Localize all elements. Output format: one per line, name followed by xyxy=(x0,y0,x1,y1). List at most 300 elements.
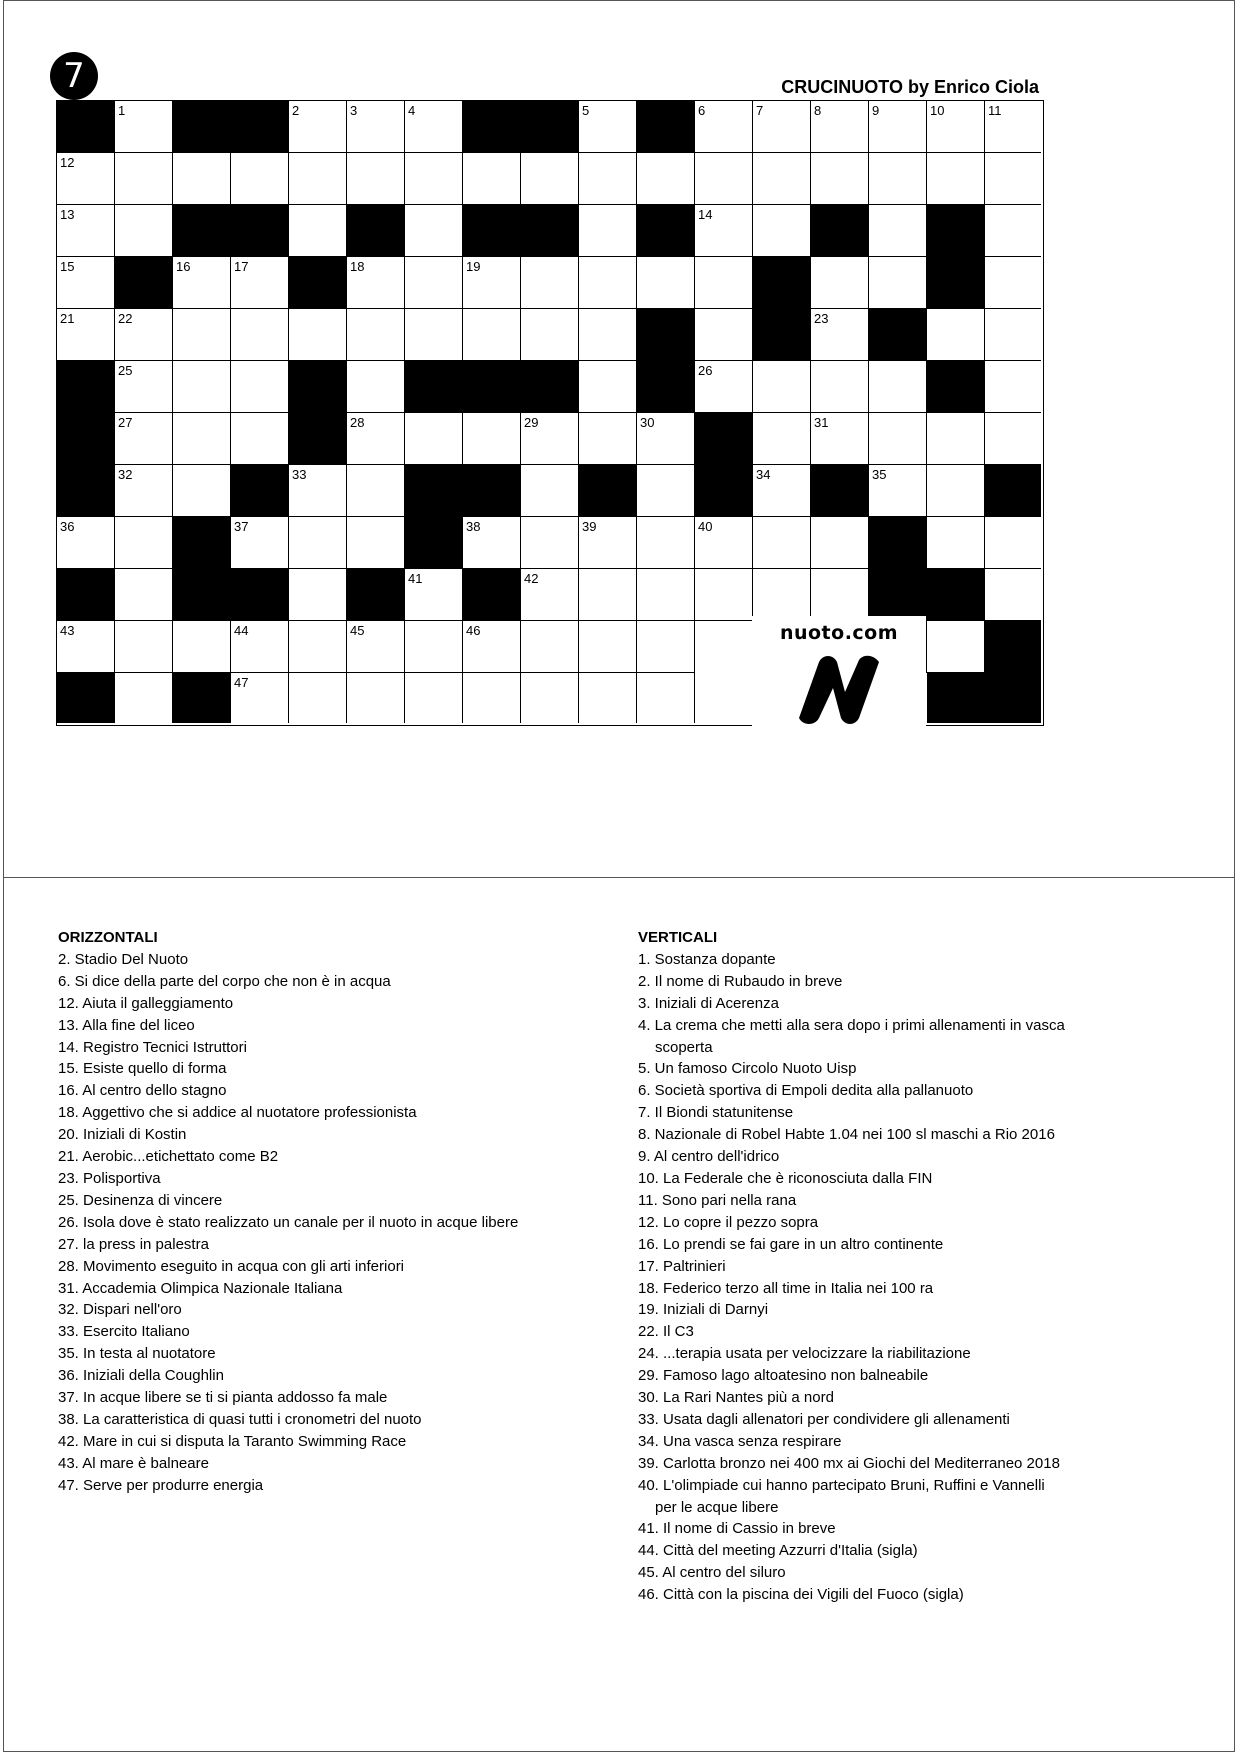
grid-cell[interactable] xyxy=(579,205,637,257)
grid-cell[interactable] xyxy=(985,413,1041,465)
clue-text: 15. Esiste quello di forma xyxy=(58,1060,227,1078)
grid-cell[interactable] xyxy=(753,205,811,257)
clue-number: 3 xyxy=(350,103,358,118)
grid-cell[interactable] xyxy=(579,413,637,465)
grid-cell[interactable] xyxy=(637,257,695,309)
grid-cell[interactable] xyxy=(811,517,869,569)
grid-cell[interactable] xyxy=(637,621,695,673)
clue-number: 8 xyxy=(814,103,822,118)
clue-number: 36 xyxy=(60,519,75,534)
clue-text: 46. Città con la piscina dei Vigili del Fuoco (sigla) xyxy=(638,1586,964,1604)
grid-cell[interactable] xyxy=(463,153,521,205)
clue-number: 43 xyxy=(60,623,75,638)
grid-cell[interactable] xyxy=(869,153,927,205)
clue-number: 29 xyxy=(524,415,539,430)
across-clue xyxy=(58,1256,618,1278)
grid-cell[interactable] xyxy=(173,361,231,413)
grid-cell[interactable] xyxy=(463,621,521,673)
grid-cell[interactable] xyxy=(57,309,115,361)
grid-cell[interactable] xyxy=(289,465,347,517)
clue-number: 10 xyxy=(930,103,945,118)
across-heading: ORIZZONTALI xyxy=(58,929,158,946)
clue-text: 28. Movimento eseguito in acqua con gli arti inferiori xyxy=(58,1257,405,1275)
clue-number: 25 xyxy=(118,363,133,378)
clue-number: 45 xyxy=(350,623,365,638)
clue-text: 8. Nazionale di Robel Habte 1.04 nei 100 sl maschi a Rio 2016 xyxy=(638,1126,1055,1144)
grid-cell[interactable] xyxy=(115,413,173,465)
across-clue xyxy=(58,1168,618,1190)
clue-number: 18 xyxy=(350,259,365,274)
down-clue xyxy=(638,1212,1098,1234)
across-clue xyxy=(58,949,618,971)
grid-cell[interactable] xyxy=(347,257,405,309)
grid-black-cell xyxy=(463,465,521,517)
clue-number: 9 xyxy=(872,103,880,118)
clue-text: 10. La Federale che è riconosciuta dalla FIN xyxy=(638,1169,933,1187)
grid-black-cell xyxy=(463,569,521,621)
grid-cell[interactable] xyxy=(463,309,521,361)
across-clue xyxy=(58,1212,618,1234)
grid-black-cell xyxy=(57,413,115,465)
grid-cell[interactable] xyxy=(521,517,579,569)
clue-text: 31. Accademia Olimpica Nazionale Italiana xyxy=(58,1279,343,1297)
grid-cell[interactable] xyxy=(57,257,115,309)
clue-text: 19. Iniziali di Darnyi xyxy=(638,1301,769,1319)
grid-cell[interactable] xyxy=(869,413,927,465)
grid-cell[interactable] xyxy=(289,309,347,361)
grid-black-cell xyxy=(753,309,811,361)
clue-number: 5 xyxy=(582,103,590,118)
clue-text: 22. Il C3 xyxy=(638,1323,694,1341)
grid-cell[interactable] xyxy=(405,673,463,723)
grid-cell[interactable] xyxy=(115,153,173,205)
grid-cell[interactable] xyxy=(57,621,115,673)
grid-black-cell xyxy=(985,673,1041,723)
clue-text-continued: per le acque libere xyxy=(655,1498,779,1516)
grid-cell[interactable] xyxy=(289,621,347,673)
clue-text: 16. Al centro dello stagno xyxy=(58,1082,227,1100)
across-clue xyxy=(58,1278,618,1300)
grid-cell[interactable] xyxy=(231,621,289,673)
grid-cell[interactable] xyxy=(811,413,869,465)
grid-cell[interactable] xyxy=(869,361,927,413)
grid-cell[interactable] xyxy=(173,309,231,361)
across-clue-list xyxy=(58,949,618,1497)
down-clue xyxy=(638,1015,1098,1059)
grid-cell[interactable] xyxy=(521,465,579,517)
grid-black-cell xyxy=(579,465,637,517)
clue-text-continued: scoperta xyxy=(655,1038,713,1056)
grid-cell[interactable] xyxy=(927,153,985,205)
grid-black-cell xyxy=(347,569,405,621)
clue-text: 6. Si dice della parte del corpo che non è in acqua xyxy=(58,972,391,990)
clue-text: 21. Aerobic...etichettato come B2 xyxy=(58,1148,279,1166)
grid-cell[interactable] xyxy=(985,517,1041,569)
grid-cell[interactable] xyxy=(985,257,1041,309)
grid-cell[interactable] xyxy=(927,413,985,465)
grid-cell[interactable] xyxy=(753,153,811,205)
clue-number: 24 xyxy=(872,311,887,326)
grid-black-cell xyxy=(231,205,289,257)
grid-black-cell xyxy=(927,673,985,723)
across-clue xyxy=(58,1343,618,1365)
grid-cell[interactable] xyxy=(289,673,347,723)
clue-number: 15 xyxy=(60,259,75,274)
grid-cell[interactable] xyxy=(173,621,231,673)
clue-number: 38 xyxy=(466,519,481,534)
grid-cell[interactable] xyxy=(985,569,1041,621)
down-clue xyxy=(638,1518,1098,1540)
grid-black-cell xyxy=(57,673,115,723)
grid-cell[interactable] xyxy=(637,673,695,723)
clue-number: 13 xyxy=(60,207,75,222)
grid-black-cell xyxy=(869,517,927,569)
grid-cell[interactable] xyxy=(463,673,521,723)
grid-cell[interactable] xyxy=(405,413,463,465)
grid-cell[interactable] xyxy=(753,361,811,413)
down-clue xyxy=(638,1409,1098,1431)
grid-cell[interactable] xyxy=(57,153,115,205)
clue-text: 5. Un famoso Circolo Nuoto Uisp xyxy=(638,1060,857,1078)
grid-cell[interactable] xyxy=(347,361,405,413)
grid-cell[interactable] xyxy=(347,673,405,723)
grid-black-cell xyxy=(231,465,289,517)
grid-cell[interactable] xyxy=(173,153,231,205)
grid-cell[interactable] xyxy=(579,361,637,413)
clue-number: 2 xyxy=(292,103,300,118)
grid-cell[interactable] xyxy=(579,621,637,673)
down-clue xyxy=(638,1058,1098,1080)
grid-cell[interactable] xyxy=(811,101,869,153)
grid-cell[interactable] xyxy=(289,101,347,153)
grid-cell[interactable] xyxy=(115,517,173,569)
grid-black-cell xyxy=(463,361,521,413)
grid-cell[interactable] xyxy=(115,205,173,257)
grid-black-cell xyxy=(985,465,1041,517)
down-clue xyxy=(638,971,1098,993)
clue-text: 1. Sostanza dopante xyxy=(638,950,776,968)
down-clue xyxy=(638,993,1098,1015)
grid-cell[interactable] xyxy=(289,569,347,621)
grid-cell[interactable] xyxy=(405,309,463,361)
grid-black-cell xyxy=(637,361,695,413)
clue-number: 35 xyxy=(872,467,887,482)
grid-cell[interactable] xyxy=(637,517,695,569)
grid-cell[interactable] xyxy=(347,465,405,517)
across-clue xyxy=(58,1321,618,1343)
clue-number: 20 xyxy=(930,259,945,274)
grid-black-cell xyxy=(173,101,231,153)
grid-cell[interactable] xyxy=(231,673,289,723)
grid-cell[interactable] xyxy=(985,361,1041,413)
clue-number: 42 xyxy=(524,571,539,586)
grid-cell[interactable] xyxy=(869,205,927,257)
grid-cell[interactable] xyxy=(231,517,289,569)
grid-black-cell xyxy=(927,569,985,621)
grid-cell[interactable] xyxy=(579,569,637,621)
grid-cell[interactable] xyxy=(521,153,579,205)
grid-cell[interactable] xyxy=(869,465,927,517)
grid-cell[interactable] xyxy=(811,569,869,621)
clue-number: 26 xyxy=(698,363,713,378)
grid-cell[interactable] xyxy=(637,153,695,205)
grid-cell[interactable] xyxy=(695,673,753,723)
grid-cell[interactable] xyxy=(521,309,579,361)
grid-cell[interactable] xyxy=(173,465,231,517)
grid-cell[interactable] xyxy=(753,413,811,465)
down-clue xyxy=(638,1124,1098,1146)
grid-cell[interactable] xyxy=(695,569,753,621)
grid-black-cell xyxy=(173,569,231,621)
grid-cell[interactable] xyxy=(347,153,405,205)
grid-cell[interactable] xyxy=(405,621,463,673)
grid-cell[interactable] xyxy=(637,465,695,517)
clue-text: 12. Lo copre il pezzo sopra xyxy=(638,1213,819,1231)
puzzle-title: CRUCINUOTO by Enrico Ciola xyxy=(781,77,1039,97)
clue-text: 39. Carlotta bronzo nei 400 mx ai Giochi del Mediterraneo 2018 xyxy=(638,1454,1060,1472)
puzzle-number-badge: 7 xyxy=(50,52,98,100)
grid-cell[interactable] xyxy=(811,309,869,361)
grid-cell[interactable] xyxy=(811,153,869,205)
clue-number: 37 xyxy=(234,519,249,534)
down-clue xyxy=(638,1475,1098,1519)
clue-text: 17. Paltrinieri xyxy=(638,1257,726,1275)
grid-black-cell xyxy=(637,309,695,361)
down-clue xyxy=(638,949,1098,971)
clue-text: 27. la press in palestra xyxy=(58,1235,209,1253)
across-clue xyxy=(58,1080,618,1102)
across-clue xyxy=(58,1453,618,1475)
grid-cell[interactable] xyxy=(173,413,231,465)
grid-cell[interactable] xyxy=(347,101,405,153)
grid-black-cell xyxy=(405,517,463,569)
clue-number: 17 xyxy=(234,259,249,274)
grid-cell[interactable] xyxy=(985,101,1041,153)
grid-cell[interactable] xyxy=(637,569,695,621)
grid-cell[interactable] xyxy=(347,517,405,569)
clue-text: 13. Alla fine del liceo xyxy=(58,1016,195,1034)
grid-cell[interactable] xyxy=(695,309,753,361)
grid-cell[interactable] xyxy=(579,257,637,309)
grid-cell[interactable] xyxy=(753,465,811,517)
grid-cell[interactable] xyxy=(695,361,753,413)
down-clue xyxy=(638,1234,1098,1256)
clue-text: 47. Serve per produrre energia xyxy=(58,1476,264,1494)
down-clue xyxy=(638,1562,1098,1584)
grid-black-cell xyxy=(927,257,985,309)
grid-cell[interactable] xyxy=(231,361,289,413)
grid-black-cell xyxy=(231,101,289,153)
clue-text: 26. Isola dove è stato realizzato un canale per il nuoto in acque libere xyxy=(58,1213,519,1231)
clue-text: 18. Aggettivo che si addice al nuotatore professionista xyxy=(58,1104,417,1122)
down-clues xyxy=(638,927,1098,1606)
across-clue xyxy=(58,1190,618,1212)
grid-cell[interactable] xyxy=(347,621,405,673)
grid-black-cell xyxy=(869,569,927,621)
grid-cell[interactable] xyxy=(57,517,115,569)
clue-number: 22 xyxy=(118,311,133,326)
grid-black-cell xyxy=(695,465,753,517)
grid-black-cell xyxy=(173,517,231,569)
across-clue xyxy=(58,1015,618,1037)
grid-cell[interactable] xyxy=(811,257,869,309)
grid-cell[interactable] xyxy=(347,309,405,361)
grid-cell[interactable] xyxy=(347,413,405,465)
grid-cell[interactable] xyxy=(405,205,463,257)
down-clue xyxy=(638,1146,1098,1168)
grid-cell[interactable] xyxy=(579,673,637,723)
grid-cell[interactable] xyxy=(231,413,289,465)
grid-cell[interactable] xyxy=(405,569,463,621)
across-clue xyxy=(58,1058,618,1080)
clue-number: 46 xyxy=(466,623,481,638)
grid-cell[interactable] xyxy=(985,205,1041,257)
swimmer-logo-icon xyxy=(793,652,885,726)
grid-cell[interactable] xyxy=(869,257,927,309)
grid-black-cell xyxy=(927,361,985,413)
grid-cell[interactable] xyxy=(231,257,289,309)
grid-cell[interactable] xyxy=(57,205,115,257)
grid-cell[interactable] xyxy=(289,517,347,569)
grid-cell[interactable] xyxy=(695,517,753,569)
grid-black-cell xyxy=(57,569,115,621)
grid-cell[interactable] xyxy=(579,153,637,205)
grid-cell[interactable] xyxy=(927,517,985,569)
grid-cell[interactable] xyxy=(231,309,289,361)
grid-cell[interactable] xyxy=(405,101,463,153)
grid-cell[interactable] xyxy=(289,153,347,205)
grid-cell[interactable] xyxy=(579,309,637,361)
clue-text: 34. Una vasca senza respirare xyxy=(638,1432,842,1450)
grid-cell[interactable] xyxy=(753,517,811,569)
grid-cell[interactable] xyxy=(695,205,753,257)
grid-cell[interactable] xyxy=(463,517,521,569)
down-clue xyxy=(638,1190,1098,1212)
grid-cell[interactable] xyxy=(115,465,173,517)
down-clue xyxy=(638,1453,1098,1475)
grid-cell[interactable] xyxy=(927,309,985,361)
grid-cell[interactable] xyxy=(753,101,811,153)
grid-cell[interactable] xyxy=(985,153,1041,205)
clue-text: 44. Città del meeting Azzurri d'Italia (sigla) xyxy=(638,1542,918,1560)
grid-cell[interactable] xyxy=(927,465,985,517)
grid-black-cell xyxy=(521,101,579,153)
clue-number: 23 xyxy=(814,311,829,326)
grid-cell[interactable] xyxy=(405,153,463,205)
down-clue xyxy=(638,1168,1098,1190)
down-clue xyxy=(638,1343,1098,1365)
across-clue xyxy=(58,1124,618,1146)
grid-black-cell xyxy=(811,205,869,257)
grid-cell[interactable] xyxy=(695,153,753,205)
grid-cell[interactable] xyxy=(521,257,579,309)
grid-cell[interactable] xyxy=(115,673,173,723)
down-clue xyxy=(638,1365,1098,1387)
grid-cell[interactable] xyxy=(869,101,927,153)
clue-number: 12 xyxy=(60,155,75,170)
grid-black-cell xyxy=(753,257,811,309)
clue-number: 39 xyxy=(582,519,597,534)
clue-text: 41. Il nome di Cassio in breve xyxy=(638,1520,836,1538)
clue-text: 38. La caratteristica di quasi tutti i cronometri del nuoto xyxy=(58,1410,422,1428)
grid-black-cell xyxy=(637,101,695,153)
grid-cell[interactable] xyxy=(231,153,289,205)
grid-cell[interactable] xyxy=(579,101,637,153)
grid-cell[interactable] xyxy=(579,517,637,569)
grid-cell[interactable] xyxy=(115,309,173,361)
grid-cell[interactable] xyxy=(695,257,753,309)
grid-cell[interactable] xyxy=(521,569,579,621)
grid-cell[interactable] xyxy=(927,621,985,673)
grid-cell[interactable] xyxy=(521,413,579,465)
grid-cell[interactable] xyxy=(115,569,173,621)
clue-text: 42. Mare in cui si disputa la Taranto Swimming Race xyxy=(58,1432,407,1450)
clue-text: 6. Società sportiva di Empoli dedita alla pallanuoto xyxy=(638,1082,974,1100)
clue-number: 30 xyxy=(640,415,655,430)
grid-cell[interactable] xyxy=(637,413,695,465)
grid-black-cell xyxy=(57,101,115,153)
grid-cell[interactable] xyxy=(521,621,579,673)
clue-text: 20. Iniziali di Kostin xyxy=(58,1126,187,1144)
clue-number: 21 xyxy=(60,311,75,326)
across-clue xyxy=(58,1146,618,1168)
grid-cell[interactable] xyxy=(115,361,173,413)
clue-text: 40. L'olimpiade cui hanno partecipato Bruni, Ruffini e Vannelli xyxy=(638,1476,1045,1494)
clue-text: 2. Il nome di Rubaudo in breve xyxy=(638,972,843,990)
across-clue xyxy=(58,1431,618,1453)
across-clue xyxy=(58,1365,618,1387)
across-clue xyxy=(58,1037,618,1059)
grid-cell[interactable] xyxy=(811,361,869,413)
clue-number: 34 xyxy=(756,467,771,482)
clue-number: 6 xyxy=(698,103,706,118)
grid-black-cell xyxy=(463,205,521,257)
across-clue xyxy=(58,1299,618,1321)
down-clue-list xyxy=(638,949,1098,1606)
clue-text: 2. Stadio Del Nuoto xyxy=(58,950,189,968)
grid-cell[interactable] xyxy=(695,101,753,153)
clue-text: 11. Sono pari nella rana xyxy=(638,1191,797,1209)
grid-cell[interactable] xyxy=(173,257,231,309)
across-clue xyxy=(58,1409,618,1431)
clue-text: 23. Polisportiva xyxy=(58,1169,161,1187)
clue-text: 14. Registro Tecnici Istruttori xyxy=(58,1038,247,1056)
clue-text: 7. Il Biondi statunitense xyxy=(638,1104,794,1122)
grid-black-cell xyxy=(405,465,463,517)
clue-text: 3. Iniziali di Acerenza xyxy=(638,994,779,1012)
grid-cell[interactable] xyxy=(521,673,579,723)
grid-cell[interactable] xyxy=(115,621,173,673)
grid-cell[interactable] xyxy=(753,569,811,621)
grid-cell[interactable] xyxy=(985,309,1041,361)
grid-cell[interactable] xyxy=(405,257,463,309)
clue-text: 29. Famoso lago altoatesino non balneabile xyxy=(638,1367,929,1385)
grid-cell[interactable] xyxy=(463,413,521,465)
down-clue xyxy=(638,1080,1098,1102)
grid-black-cell xyxy=(521,205,579,257)
brand-logo xyxy=(752,616,926,726)
grid-cell[interactable] xyxy=(115,101,173,153)
clue-number: 27 xyxy=(118,415,133,430)
grid-cell[interactable] xyxy=(927,101,985,153)
clue-text: 33. Usata dagli allenatori per condividere gli allenamenti xyxy=(638,1410,1010,1428)
clue-text: 25. Desinenza di vincere xyxy=(58,1191,223,1209)
clue-text: 33. Esercito Italiano xyxy=(58,1323,190,1341)
grid-cell[interactable] xyxy=(289,205,347,257)
grid-cell[interactable] xyxy=(463,257,521,309)
across-clues xyxy=(58,927,618,1497)
down-clue xyxy=(638,1321,1098,1343)
